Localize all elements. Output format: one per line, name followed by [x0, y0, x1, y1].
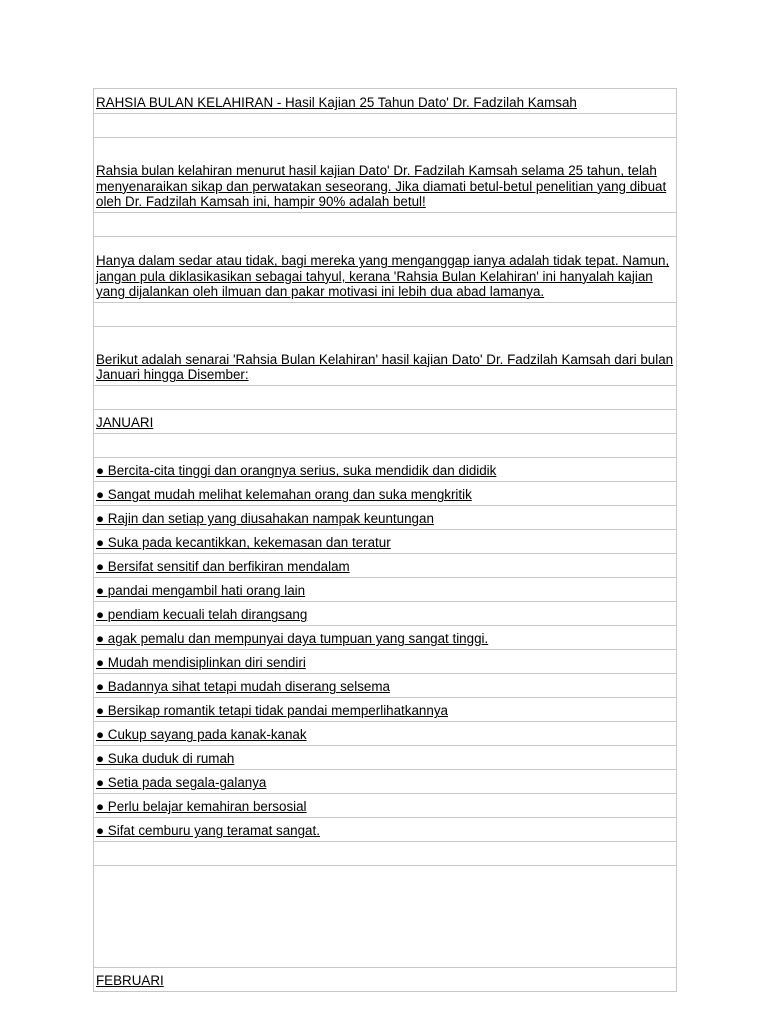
- document-table: [93, 88, 677, 992]
- document-title: RAHSIA BULAN KELAHIRAN - Hasil Kajian 25 Tahun Dato' Dr. Fadzilah Kamsah: [96, 95, 577, 111]
- trait-row: [94, 506, 676, 530]
- month-heading: JANUARI: [96, 415, 154, 431]
- trait-item: ● agak pemalu dan mempunyai daya tumpuan yang sangat tinggi.: [96, 631, 489, 647]
- trait-item: ● pandai mengambil hati orang lain: [96, 583, 306, 599]
- trait-row: [94, 650, 676, 674]
- blank-row: [94, 303, 676, 327]
- blank-row: [94, 386, 676, 410]
- intro-paragraph: Rahsia bulan kelahiran menurut hasil kajian Dato' Dr. Fadzilah Kamsah selama 25 tahun, telah menyenaraikan sikap dan perwatakan seseorang. Jika diamati betul-betul penelitian yang dibuat oleh Dr. Fadzilah Kamsah ini, hampir 90% adalah betul!: [96, 163, 667, 210]
- paragraph-row: [94, 327, 676, 386]
- trait-row: [94, 698, 676, 722]
- trait-item: ● Sifat cemburu yang teramat sangat.: [96, 823, 320, 839]
- blank-row: [94, 842, 676, 866]
- trait-row: [94, 482, 676, 506]
- blank-row: [94, 114, 676, 138]
- trait-item: ● pendiam kecuali telah dirangsang: [96, 607, 308, 623]
- trait-row: [94, 674, 676, 698]
- trait-row: [94, 746, 676, 770]
- trait-row: [94, 458, 676, 482]
- trait-row: [94, 578, 676, 602]
- blank-row: [94, 866, 676, 968]
- trait-item: ● Sangat mudah melihat kelemahan orang dan suka mengkritik: [96, 487, 472, 503]
- trait-row: [94, 722, 676, 746]
- paragraph-row: [94, 138, 676, 213]
- disclaimer-paragraph: Hanya dalam sedar atau tidak, bagi mereka yang menganggap ianya adalah tidak tepat. Namun, jangan pula diklasikasikan sebagai tahyul, kerana 'Rahsia Bulan Kelahiran' ini hanyalah kajian yang dijalankan oleh ilmuan dan pakar motivasi ini lebih dua abad lamanya.: [96, 253, 670, 300]
- trait-row: [94, 818, 676, 842]
- month-heading-row: [94, 968, 676, 992]
- trait-item: ● Cukup sayang pada kanak-kanak: [96, 727, 307, 743]
- blank-row: [94, 434, 676, 458]
- trait-row: [94, 602, 676, 626]
- trait-item: ● Bercita-cita tinggi dan orangnya serius, suka mendidik dan dididik: [96, 463, 497, 479]
- trait-item: ● Bersikap romantik tetapi tidak pandai memperlihatkannya: [96, 703, 448, 719]
- trait-item: ● Bersifat sensitif dan berfikiran mendalam: [96, 559, 350, 575]
- trait-row: [94, 554, 676, 578]
- trait-row: [94, 770, 676, 794]
- trait-item: ● Suka duduk di rumah: [96, 751, 235, 767]
- list-intro-paragraph: Berikut adalah senarai 'Rahsia Bulan Kelahiran' hasil kajian Dato' Dr. Fadzilah Kamsah dari bulan Januari hingga Disember:: [96, 351, 674, 383]
- trait-row: [94, 626, 676, 650]
- trait-item: ● Perlu belajar kemahiran bersosial: [96, 799, 307, 815]
- trait-item: ● Setia pada segala-galanya: [96, 775, 267, 791]
- trait-item: ● Suka pada kecantikkan, kekemasan dan teratur: [96, 535, 391, 551]
- month-heading-row: [94, 410, 676, 434]
- trait-item: ● Badannya sihat tetapi mudah diserang selsema: [96, 679, 390, 695]
- title-row: [94, 89, 676, 114]
- trait-row: [94, 794, 676, 818]
- trait-item: ● Rajin dan setiap yang diusahakan nampak keuntungan: [96, 511, 434, 527]
- month-heading: FEBRUARI: [96, 973, 164, 989]
- blank-row: [94, 213, 676, 237]
- paragraph-row: [94, 237, 676, 303]
- trait-item: ● Mudah mendisiplinkan diri sendiri: [96, 655, 306, 671]
- trait-row: [94, 530, 676, 554]
